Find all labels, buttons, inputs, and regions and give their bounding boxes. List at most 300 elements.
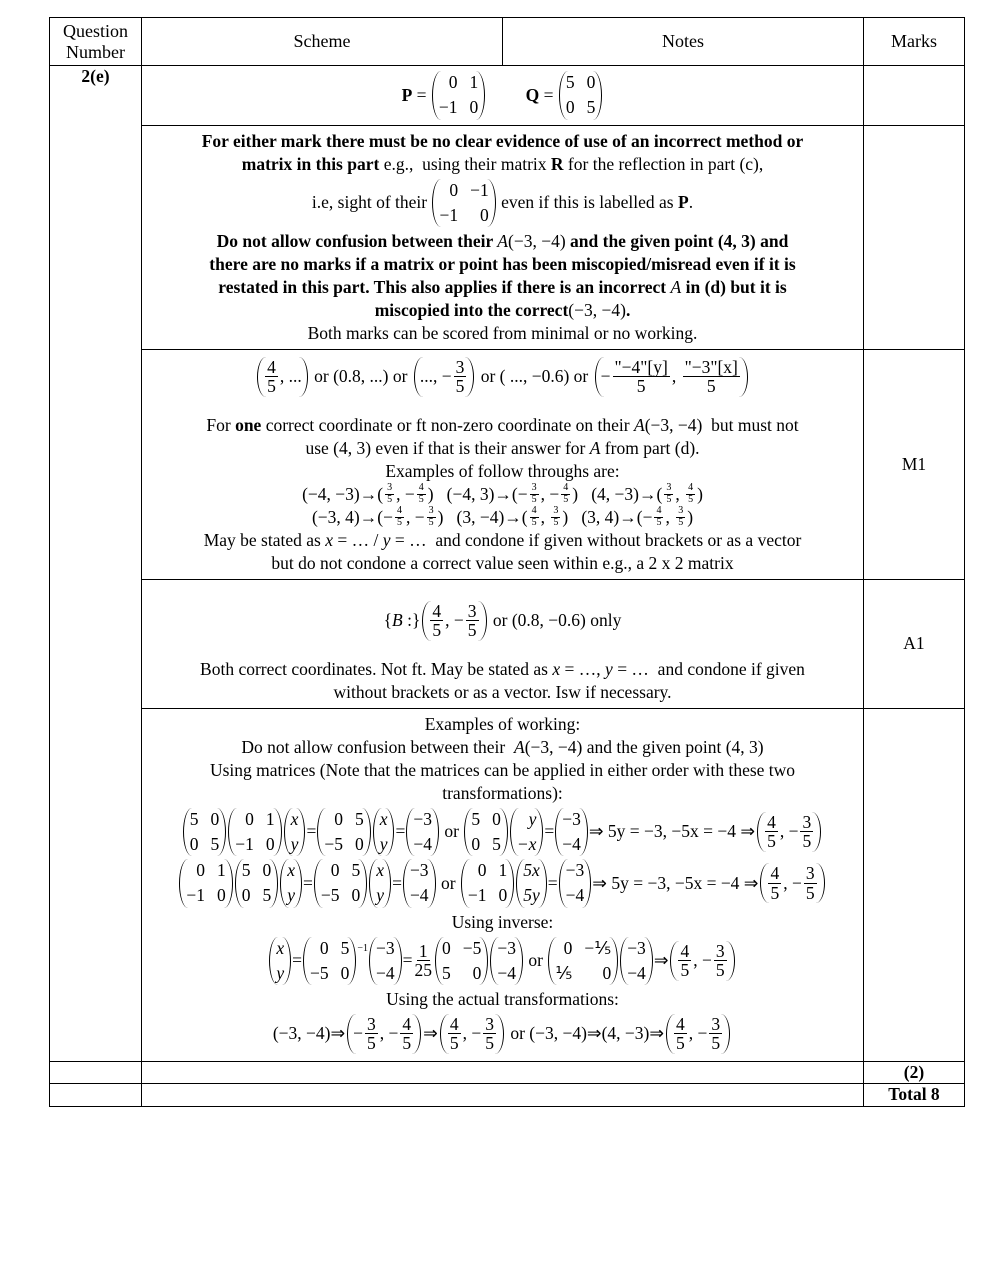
matrix (510, 808, 544, 857)
matrix-entry: 0 (340, 962, 350, 983)
content-line (142, 437, 863, 460)
matrix-entry: 0 (449, 179, 459, 200)
denominator: 5 (387, 493, 393, 505)
numerator: 3 (678, 505, 684, 517)
header-notes: Notes (503, 18, 864, 66)
math-text: or (439, 821, 464, 842)
matrix (555, 808, 588, 857)
fraction (676, 506, 685, 528)
denominator: 5 (666, 493, 672, 505)
numerator: 3 (455, 357, 465, 377)
matrix-entry: x (287, 860, 296, 880)
matrix (314, 859, 367, 908)
matrix-entry: −4 (413, 833, 432, 854)
math-text: ⇒ 5y = −3, −5x = −4 ⇒ (588, 821, 756, 842)
mark-cell: M1 (864, 350, 965, 580)
matrix (559, 859, 592, 908)
matrix-entry: 5 (210, 833, 220, 854)
math-text: ) (3, 4)→(− (562, 506, 653, 527)
denominator: 5 (802, 831, 812, 852)
math-text: For (206, 414, 236, 435)
matrix-entry: y (379, 833, 388, 854)
matrix-entry: −4 (627, 962, 646, 983)
denominator: 5 (680, 960, 690, 981)
content-line (142, 859, 863, 908)
content-line (142, 658, 863, 681)
header-row (50, 18, 965, 66)
denominator: 5 (485, 1033, 494, 1054)
matrix-entry: −⅕ (584, 937, 612, 958)
italic-variable: A (634, 414, 645, 435)
denominator: 5 (402, 1033, 412, 1054)
matrix-entry: −4 (562, 833, 581, 854)
scheme-notes-cell (142, 579, 864, 708)
denominator: 5 (688, 493, 694, 505)
italic-variable: A (497, 231, 508, 251)
content-line (142, 759, 863, 782)
numerator: 3 (711, 1014, 721, 1034)
math-text (486, 84, 525, 107)
denominator: 5 (563, 493, 569, 505)
italic-variable: x (552, 658, 561, 679)
bracketed-coordinate (757, 812, 821, 852)
bracketed-coordinate (257, 357, 308, 397)
matrix-entry: 0 (210, 808, 220, 829)
numerator: 4 (676, 1014, 685, 1034)
fraction (530, 483, 539, 505)
fraction (654, 506, 663, 528)
math-text: Examples of working: (424, 713, 581, 734)
matrix-entry: 0 (602, 962, 612, 983)
math-text: (−3, −4) (568, 300, 626, 320)
italic-variable: y (605, 658, 613, 679)
content-line (142, 552, 863, 575)
scheme-notes-cell (142, 708, 864, 1061)
matrix-entry: −5 (320, 885, 340, 906)
matrix-entry: 0 (334, 808, 343, 829)
fraction (448, 1015, 461, 1053)
superscript: −1 (357, 942, 369, 954)
denominator: 5 (267, 376, 276, 397)
numerator: 4 (531, 505, 537, 517)
content-line (142, 322, 863, 345)
numerator: 4 (432, 600, 442, 621)
math-text: Using inverse: (451, 911, 554, 932)
content-line (142, 414, 863, 437)
denominator: 5 (428, 516, 434, 528)
matrix-entry: 5 (189, 808, 199, 829)
fraction (765, 813, 778, 851)
fraction (395, 506, 404, 528)
matrix (432, 71, 485, 120)
italic-variable: A (589, 437, 601, 458)
content-line (142, 808, 863, 857)
math-text: , − (445, 610, 464, 631)
matrix (280, 859, 302, 908)
math-text: or (−3, −4)⇒(4, −3)⇒ (505, 1023, 665, 1044)
denominator: 5 (656, 516, 662, 528)
matrix (435, 937, 488, 986)
math-text: or (0.8, ...) or (309, 366, 412, 387)
bold-text: Do not allow confusion between their (216, 231, 498, 251)
math-text: ⇒ (653, 950, 669, 971)
numerator: 3 (367, 1014, 376, 1034)
math-text: { (383, 610, 393, 631)
content-line (142, 153, 863, 176)
question-number: 2(e) (50, 66, 142, 1062)
numerator: 3 (802, 811, 812, 832)
matrix-entry: 5y (523, 885, 540, 906)
numerator: 3 (387, 482, 393, 494)
bracketed-coordinate (595, 357, 748, 397)
bold-text: there are no marks if a matrix or point has been miscopied/misread even if it is (209, 254, 796, 274)
math-text: or (436, 872, 460, 893)
fraction (385, 483, 394, 505)
math-text: or (524, 950, 548, 971)
denominator: 5 (449, 1033, 459, 1054)
matrix-entry: 0 (492, 808, 501, 829)
total-row (50, 1083, 965, 1106)
content-line (142, 911, 863, 934)
math-text: ) (3, −4)→( (437, 506, 528, 527)
matrix (269, 937, 291, 986)
mark-cell (864, 66, 965, 126)
matrix-entry: −1 (235, 833, 254, 854)
matrix (548, 937, 618, 986)
content-line (142, 937, 863, 986)
bold-text: and the given point (4, 3) and (565, 231, 789, 251)
total-marks: Total 8 (864, 1083, 965, 1106)
math-text: i.e, sight of their (311, 192, 432, 213)
numerator: 4 (449, 1014, 459, 1034)
bold-text: R (550, 153, 564, 174)
math-text: ) (4, −3)→( (572, 483, 663, 504)
numerator: 4 (767, 811, 776, 832)
matrix-entry: −5 (462, 937, 482, 958)
content-line (142, 130, 863, 153)
fraction (686, 483, 695, 505)
spacer (142, 400, 863, 414)
fraction (561, 483, 570, 505)
numerator: 3 (715, 940, 725, 961)
fraction (613, 358, 670, 396)
matrix-entry: y (287, 885, 296, 906)
fraction (530, 506, 539, 528)
math-text: May be stated as (203, 529, 326, 550)
content-line (142, 357, 863, 397)
bold-text: restated in this part. This also applies if there is an incorrect (218, 277, 671, 297)
matrix-entry: 0 (448, 72, 458, 92)
math-text: for the reflection in part (c), (563, 153, 764, 174)
matrix-entry: 5 (262, 885, 272, 906)
numerator: 3 (666, 482, 672, 494)
matrix-entry: 5 (565, 72, 575, 92)
content-line (142, 276, 863, 299)
math-text: ) (687, 506, 694, 527)
matrix-entry: y (376, 885, 385, 906)
math-text: = (292, 950, 303, 971)
math-text: correct coordinate or ft non-zero coordinate on their (261, 414, 634, 435)
math-text: (−4, −3)→( (302, 483, 384, 504)
matrix-entry: y (276, 962, 285, 983)
denominator: 5 (678, 516, 684, 528)
math-text: from part (d). (600, 437, 700, 458)
header-question-number: Question Number (50, 18, 142, 66)
math-text: , − (693, 950, 712, 971)
matrix-entry: 0 (477, 860, 487, 880)
denominator: 5 (367, 1033, 376, 1054)
content-line (142, 601, 863, 641)
denominator: 5 (805, 882, 815, 903)
matrix-entry: y (528, 808, 537, 829)
matrix-entry: ⅕ (555, 962, 573, 983)
bold-text: P (678, 192, 689, 213)
math-text: ) (697, 483, 703, 504)
matrix-entry: y (290, 833, 299, 854)
math-text: . (688, 192, 694, 213)
math-text: Both correct coordinates. Not ft. May be stated as (200, 658, 553, 679)
fraction (483, 1015, 496, 1053)
bracketed-coordinate (414, 357, 475, 397)
matrix (183, 808, 227, 857)
mark-scheme-table (49, 17, 965, 1107)
fraction (454, 358, 467, 396)
matrix (179, 859, 232, 908)
matrix (317, 808, 370, 857)
scheme-row (50, 66, 965, 126)
matrix (461, 859, 514, 908)
math-text: , (671, 366, 681, 387)
content-line (142, 782, 863, 805)
scheme-notes-cell (142, 66, 864, 126)
numerator: 3 (428, 505, 434, 517)
matrix (369, 937, 402, 986)
matrix-entry: −3 (565, 860, 585, 880)
fraction (430, 602, 443, 640)
math-text: or ( ..., −0.6) or (476, 366, 593, 387)
matrix-entry: 5 (492, 833, 501, 854)
matrix-entry: x (276, 937, 285, 958)
scheme-notes-cell (142, 125, 864, 350)
bracketed-coordinate (422, 601, 486, 641)
matrix-entry: 5 (354, 808, 364, 829)
content-line (142, 506, 863, 529)
header-scheme: Scheme (142, 18, 503, 66)
numerator: 1 (418, 940, 428, 961)
scheme-row (50, 350, 965, 580)
fraction (714, 942, 727, 980)
fraction (800, 813, 813, 851)
mark-cell: A1 (864, 579, 965, 708)
content-line (142, 299, 863, 322)
matrix (303, 937, 356, 986)
matrix-entry: 0 (189, 833, 199, 854)
matrix-entry: 0 (319, 937, 329, 958)
math-text: without brackets or as a vector. Isw if necessary. (333, 681, 672, 702)
math-text: Using the actual transformations: (386, 989, 619, 1009)
bold-text: matrix in this part (241, 153, 380, 174)
fraction (415, 942, 433, 980)
matrix (403, 859, 436, 908)
denominator: 5 (715, 960, 725, 981)
matrix (228, 808, 281, 857)
mark-cell (864, 708, 965, 1061)
spacer (142, 644, 863, 658)
subtotal-row (50, 1061, 965, 1083)
math-text: , − (688, 1023, 708, 1044)
content-line (142, 1014, 863, 1054)
matrix-entry: −1 (470, 179, 489, 200)
bracketed-coordinate (666, 1014, 730, 1054)
matrix-entry: −3 (409, 860, 429, 880)
matrix-entry: 0 (586, 72, 596, 92)
math-text: = (392, 872, 402, 893)
fraction (674, 1015, 687, 1053)
math-text: ⇒ (423, 1023, 438, 1044)
content-line (142, 736, 863, 759)
math-text: (−3, −4)⇒ (272, 1023, 346, 1044)
matrix-entry: −1 (467, 885, 487, 906)
mark-cell (864, 125, 965, 350)
matrix-entry: −3 (376, 937, 395, 958)
content-line (142, 71, 863, 120)
bold-text: P (401, 84, 413, 105)
matrix-entry: −3 (497, 937, 517, 958)
matrix-entry: 0 (565, 97, 575, 118)
italic-variable: B (392, 610, 403, 631)
math-text: − (600, 366, 611, 387)
fraction (683, 358, 740, 396)
denominator: 5 (455, 376, 465, 397)
scheme-notes-cell (142, 350, 864, 580)
header-marks: Marks (864, 18, 965, 66)
fraction (427, 506, 436, 528)
matrix-entry: −4 (565, 885, 585, 906)
matrix-entry: 5 (351, 860, 361, 880)
math-text: Examples of follow throughs are: (385, 460, 620, 481)
matrix-entry: 0 (479, 204, 489, 225)
matrix-entry: 0 (330, 860, 340, 880)
matrix-entry: 0 (498, 885, 508, 906)
numerator: 4 (402, 1014, 412, 1034)
matrix-entry: 1 (217, 860, 226, 880)
matrix (559, 71, 603, 120)
matrix (373, 808, 395, 857)
matrix-entry: x (376, 860, 385, 880)
matrix-entry: 5 (471, 808, 481, 829)
denominator: 5 (467, 620, 477, 641)
content-line (142, 681, 863, 704)
numerator: 3 (805, 863, 815, 884)
denominator: 5 (767, 831, 776, 852)
numerator: 4 (656, 505, 662, 517)
matrix-entry: −3 (413, 808, 432, 829)
fraction (709, 1015, 722, 1053)
fraction (466, 602, 479, 640)
denominator: 5 (711, 1033, 721, 1054)
matrix-entry: 1 (498, 860, 508, 880)
matrix (235, 859, 279, 908)
numerator: "−3"[x] (684, 357, 738, 377)
scheme-row (50, 579, 965, 708)
numerator: 4 (688, 482, 694, 494)
matrix (432, 179, 495, 228)
matrix (406, 808, 439, 857)
content-line (142, 460, 863, 483)
math-text: Do not allow confusion between their (241, 736, 514, 757)
matrix-entry: −x (516, 833, 537, 854)
matrix-entry: −5 (310, 962, 329, 983)
denominator: 25 (414, 960, 433, 981)
matrix (516, 859, 547, 908)
content-line (142, 179, 863, 228)
math-text: , − (396, 483, 415, 504)
content-line (142, 529, 863, 552)
fraction (804, 864, 817, 902)
spacer (142, 584, 863, 598)
math-text: , − (779, 821, 799, 842)
math-text: = (402, 950, 413, 971)
numerator: "−4"[y] (614, 357, 668, 377)
scheme-row (50, 708, 965, 1061)
math-text: = (395, 821, 406, 842)
math-text: use (4, 3) even if that is their answer for (305, 437, 590, 458)
matrix-entry: 0 (563, 937, 573, 958)
matrix-entry: 0 (245, 808, 254, 829)
fraction (365, 1015, 378, 1053)
matrix-entry: 0 (217, 885, 226, 906)
denominator: 5 (706, 376, 716, 397)
matrix-entry: 5 (241, 860, 251, 880)
math-text: , − (405, 506, 425, 527)
math-text: or (0.8, −0.6) only (488, 610, 622, 631)
matrix-entry: 5 (340, 937, 350, 958)
numerator: 3 (531, 482, 537, 494)
bold-text: miscopied into the correct (374, 300, 569, 320)
scheme-row (50, 125, 965, 350)
numerator: 4 (563, 482, 569, 494)
math-text: (−3, −4) and the given point (4, 3) (524, 736, 764, 757)
bracketed-coordinate (440, 1014, 504, 1054)
math-text: , ... (279, 366, 302, 387)
fraction (678, 942, 691, 980)
math-text: ⇒ 5y = −3, −5x = −4 ⇒ (592, 872, 759, 893)
fraction (768, 864, 781, 902)
matrix-entry: 1 (265, 808, 275, 829)
math-text: :} (402, 610, 421, 631)
bold-text: in (d) but it is (681, 277, 787, 297)
matrix-entry: −3 (627, 937, 646, 958)
fraction (551, 506, 560, 528)
matrix-entry: 0 (262, 860, 272, 880)
denominator: 5 (636, 376, 646, 397)
math-text: = … / (332, 529, 383, 550)
math-text: (−3, −4) (508, 231, 566, 251)
denominator: 5 (418, 493, 424, 505)
matrix-entry: 0 (469, 97, 479, 118)
math-text: − (353, 1023, 364, 1044)
math-text: but do not condone a correct value seen within e.g., a 2 x 2 matrix (271, 552, 734, 573)
numerator: 3 (467, 600, 477, 621)
matrix-entry: x (379, 808, 388, 829)
math-text: (−3, −4) but must not (644, 414, 799, 435)
italic-variable: A (670, 277, 682, 297)
content-line (142, 713, 863, 736)
numerator: 4 (418, 482, 424, 494)
matrix-entry: 0 (442, 937, 451, 958)
bracketed-coordinate (347, 1014, 421, 1054)
matrix-entry: 0 (241, 885, 251, 906)
